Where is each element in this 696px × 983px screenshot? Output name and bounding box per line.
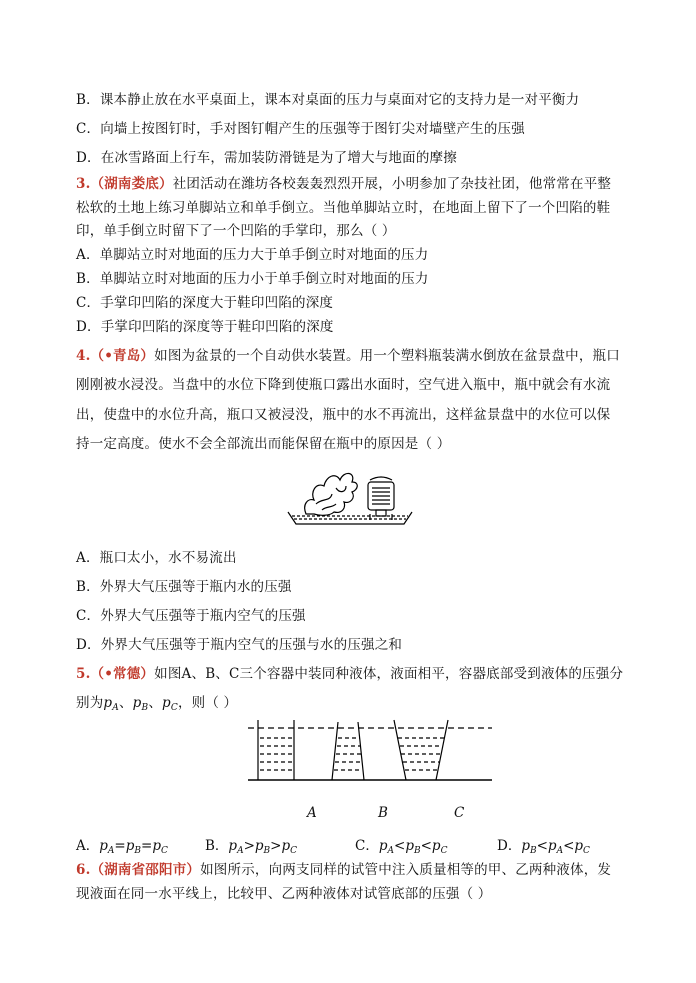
q4-stem-line1: 4.（•青岛）如图为盆景的一个自动供水装置。用一个塑料瓶装满水倒放在盆景盘中，瓶口 bbox=[76, 348, 620, 364]
q2-option-b: B．课本静止放在水平桌面上，课本对桌面的压力与桌面对它的支持力是一对平衡力 bbox=[76, 92, 580, 108]
q5-number: 5. bbox=[76, 666, 91, 682]
three-containers-figure bbox=[246, 718, 494, 786]
container-label-b: B bbox=[378, 805, 388, 821]
q5-option-b: B．$p_A>p_B>p_C$ bbox=[205, 838, 298, 856]
q5-option-a: A．$p_A=p_B=p_C$ bbox=[76, 838, 168, 856]
q4-option-c: C．外界大气压强等于瓶内空气的压强 bbox=[76, 608, 306, 624]
q4-option-b: B．外界大气压强等于瓶内水的压强 bbox=[76, 579, 292, 595]
q3-option-c: C．手掌印凹陷的深度大于鞋印凹陷的深度 bbox=[76, 295, 334, 311]
q4-number: 4. bbox=[76, 348, 91, 364]
bonsai-water-supply-figure bbox=[286, 458, 416, 528]
q4-option-a: A．瓶口太小，水不易流出 bbox=[76, 550, 237, 566]
container-label-a: A bbox=[307, 805, 317, 821]
q3-source: （湖南娄底） bbox=[90, 176, 173, 192]
q6-stem-line2: 现液面在同一水平线上，比较甲、乙两种液体对试管底部的压强（ ） bbox=[76, 886, 492, 902]
q6-number: 6. bbox=[76, 862, 91, 878]
bonsai-plant bbox=[305, 473, 358, 515]
q3-stem-line1: 3.（湖南娄底）社团活动在潍坊各校轰轰烈烈开展，小明参加了杂技社团，他常常在平整 bbox=[76, 176, 612, 192]
q3-stem-line3: 印，单手倒立时留下了一个凹陷的手掌印，那么（ ） bbox=[76, 223, 396, 239]
container-c bbox=[394, 720, 448, 780]
q4-option-d: D．外界大气压强等于瓶内空气的压强与水的压强之和 bbox=[76, 637, 403, 653]
q5-option-d: D．$p_B<p_A<p_C$ bbox=[497, 838, 590, 856]
inverted-bottle bbox=[368, 477, 394, 520]
container-b bbox=[332, 722, 364, 780]
q3-option-a: A．单脚站立时对地面的压力大于单手倒立时对地面的压力 bbox=[76, 247, 429, 263]
q5-option-c: C．$p_A<p_B<p_C$ bbox=[355, 838, 448, 856]
q6-stem-line1: 6.（湖南省邵阳市）如图所示，向两支同样的试管中注入质量相等的甲、乙两种液体，发 bbox=[76, 862, 612, 878]
q3-number: 3. bbox=[76, 176, 91, 192]
container-label-c: C bbox=[454, 805, 465, 821]
q3-option-b: B．单脚站立时对地面的压力小于单手倒立时对地面的压力 bbox=[76, 271, 429, 287]
q4-source: （•青岛） bbox=[90, 348, 155, 364]
q5-stem-line2: 别为$p_A$、$p_B$、$p_C$，则（ ） bbox=[76, 695, 238, 713]
q4-stem-line4: 持一定高度。使水不会全部流出而能保留在瓶中的原因是（ ） bbox=[76, 436, 451, 452]
q2-option-c: C．向墙上按图钉时，手对图钉帽产生的压强等于图钉尖对墙壁产生的压强 bbox=[76, 121, 525, 137]
q5-stem-line1: 5.（•常德）如图A、B、C三个容器中装同种液体，液面相平，容器底部受到液体的压强分 bbox=[76, 666, 624, 682]
q5-source: （•常德） bbox=[90, 666, 155, 682]
q4-stem-line3: 出，使盘中的水位升高，瓶口又被浸没，瓶中的水不再流出，这样盆景盘中的水位可以保 bbox=[76, 407, 611, 423]
q4-stem-line2: 刚刚被水浸没。当盘中的水位下降到使瓶口露出水面时，空气进入瓶中，瓶中就会有水流 bbox=[76, 377, 611, 393]
q6-source: （湖南省邵阳市） bbox=[90, 862, 201, 878]
q3-stem-line2: 松软的土地上练习单脚站立和单手倒立。当他单脚站立时，在地面上留下了一个凹陷的鞋 bbox=[76, 200, 611, 216]
q3-option-d: D．手掌印凹陷的深度等于鞋印凹陷的深度 bbox=[76, 319, 334, 335]
container-a bbox=[258, 720, 294, 780]
q2-option-d: D．在冰雪路面上行车，需加装防滑链是为了增大与地面的摩擦 bbox=[76, 150, 457, 166]
